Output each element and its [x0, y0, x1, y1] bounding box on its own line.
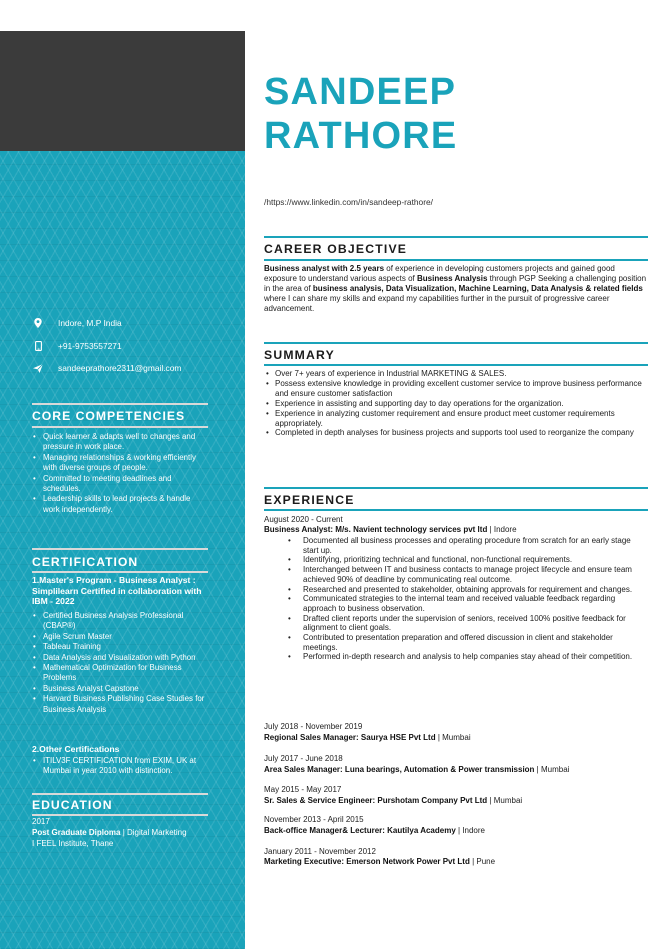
list-item: • Over 7+ years of experience in Industrial MARKETING & SALES. [264, 369, 648, 379]
contact-email [32, 363, 181, 373]
list-item: • Communicated strategies to the internal team and received valuable feedback regarding approach to business observation. [275, 594, 648, 613]
contact-phone-text[interactable]: +91-9753557271 [58, 341, 122, 351]
edu-institute: I FEEL Institute, Thane [32, 839, 114, 848]
list-item: • Researched and presented to stakeholder, obtaining approvals for requirement and changes. [275, 585, 648, 595]
edu-field: Digital Marketing [127, 828, 187, 837]
core-list [32, 432, 208, 515]
list-item: • Performed in-depth research and analysis to help companies stay ahead of their competition. [275, 652, 648, 662]
list-item: • Drafted client reports under the supervision of seniors, received 100% positive feedback for alignment to client goals. [275, 614, 648, 633]
objective-top-rule [264, 236, 648, 238]
job-role: Area Sales Manager: Luna bearings, Automation & Power transmission | Mumbai [264, 765, 570, 774]
job-location: Mumbai [442, 733, 471, 742]
list-item: • Experience in assisting and supporting day to day operations for the organization. [264, 399, 648, 409]
job-dates: November 2013 - April 2015 [264, 815, 364, 824]
experience-heading: EXPERIENCE [264, 493, 355, 507]
edu-bottom-rule [32, 814, 208, 816]
list-item: • Committed to meeting deadlines and schedules. [32, 474, 208, 495]
edu-top-rule [32, 793, 208, 795]
name-first: SANDEEP [264, 71, 457, 113]
location-pin-icon [32, 318, 44, 328]
job-role: Marketing Executive: Emerson Network Power Pvt Ltd | Pune [264, 857, 496, 866]
job-role: Business Analyst: M/s. Navient technology services pvt ltd | Indore [264, 525, 517, 534]
cert-top-rule [32, 548, 208, 550]
summary-bottom-rule [264, 364, 648, 366]
job-title: Sr. Sales & Service Engineer: Purshotam Company Pvt Ltd [264, 796, 488, 805]
job-location: Indore [462, 826, 485, 835]
list-item: • Contributed to presentation preparation and offered discussion in client and stakeholder meetings. [275, 633, 648, 652]
job-dates: July 2018 - November 2019 [264, 722, 363, 731]
job-location: Indore [493, 525, 517, 534]
objective-bold-5: business analysis, Data Visualization, Machine Learning, Data Analysis & related fields [312, 283, 643, 293]
list-item: • Documented all business processes and operating procedure from scratch for an early stage start up. [275, 536, 648, 555]
job-location: Mumbai [493, 796, 523, 805]
job-location: Pune [476, 857, 496, 866]
job-title: Regional Sales Manager: Saurya HSE Pvt Ltd [264, 733, 436, 742]
list-item: • Certified Business Analysis Professional (CBAP®) [32, 611, 208, 632]
list-item: • Harvard Business Publishing Case Studies for Business Analysis [32, 694, 208, 715]
job-dates: July 2017 - June 2018 [264, 754, 343, 763]
edu-year: 2017 [32, 817, 50, 826]
experience-top-rule [264, 487, 648, 489]
list-item: • Leadership skills to lead projects & handle work independently. [32, 494, 208, 515]
cert-heading: CERTIFICATION [32, 555, 139, 569]
edu-heading: EDUCATION [32, 798, 113, 812]
list-item: • Data Analysis and Visualization with Python [32, 653, 208, 663]
job-role: Sr. Sales & Service Engineer: Purshotam Company Pvt Ltd | Mumbai [264, 796, 523, 805]
list-item: • Possess extensive knowledge in providing excellent customer service to improve business performance and ensure customer satisfaction [264, 379, 648, 399]
core-heading: CORE COMPETENCIES [32, 409, 186, 423]
job-bullets [275, 536, 648, 662]
objective-bold-3: Business Analysis [416, 273, 488, 283]
job-title: Area Sales Manager: Luna bearings, Automation & Power transmission [264, 765, 535, 774]
list-item: • Experience in analyzing customer requirement and ensure product meet customer requirements appropriately. [264, 409, 648, 429]
experience-bottom-rule [264, 509, 648, 511]
list-item: • Identifying, prioritizing technical and functional, non-functional requirements. [275, 555, 648, 565]
contact-phone [32, 341, 122, 351]
sidebar-header-block [0, 31, 245, 151]
list-item: • ITILV3F CERTIFICATION from EXIM, UK at Mumbai in year 2010 with distinction. [32, 756, 208, 777]
list-item: • Quick learner & adapts well to changes and pressure in work place. [32, 432, 208, 453]
job-title: Back-office Manager& Lecturer: Kautilya Academy [264, 826, 456, 835]
edu-degree-line: Post Graduate Diploma | Digital Marketing [32, 828, 187, 837]
list-item: • Mathematical Optimization for Business Problems [32, 663, 208, 684]
objective-bold-1: Business analyst with 2.5 years [264, 264, 385, 273]
list-item: • Business Analyst Capstone [32, 684, 208, 694]
job-location: Mumbai [540, 765, 570, 774]
job-title: Marketing Executive: Emerson Network Power Pvt Ltd [264, 857, 470, 866]
contact-email-text[interactable]: sandeeprathore2311@gmail.com [58, 363, 182, 373]
job-title: Business Analyst: M/s. Navient technology services pvt ltd [264, 525, 488, 534]
paper-plane-icon [32, 364, 44, 373]
summary-heading: SUMMARY [264, 348, 335, 362]
job-dates: May 2015 - May 2017 [264, 785, 342, 794]
cert-list-1 [32, 611, 208, 715]
job-dates: August 2020 - Current [264, 515, 343, 524]
core-top-rule [32, 403, 208, 405]
list-item: • Tableau Training [32, 642, 208, 652]
cert-list-2 [32, 756, 208, 777]
cert-bottom-rule [32, 571, 208, 573]
name-last: RATHORE [264, 115, 458, 157]
cert-subheading-2: 2.Other Certifications [32, 744, 120, 754]
mobile-phone-icon [32, 341, 44, 351]
candidate-name [264, 70, 457, 158]
linkedin-link[interactable]: /https://www.linkedin.com/in/sandeep-rathore/ [264, 197, 433, 207]
objective-bottom-rule [264, 259, 648, 261]
job-role: Back-office Manager& Lecturer: Kautilya Academy | Indore [264, 826, 485, 835]
objective-heading: CAREER OBJECTIVE [264, 242, 408, 256]
cert-subheading-1: 1.Master's Program - Business Analyst : Simplilearn Certified in collaboration with IBM - 2022 [32, 575, 202, 606]
summary-list [264, 369, 648, 438]
objective-text-6: where I can share my skills and expand my capabilities further in the pursuit of progressive career advancement. [264, 293, 610, 313]
edu-degree: Post Graduate Diploma [32, 828, 121, 837]
list-item: • Agile Scrum Master [32, 632, 208, 642]
summary-top-rule [264, 342, 648, 344]
contact-location-text: Indore, M.P India [58, 318, 122, 328]
job-role: Regional Sales Manager: Saurya HSE Pvt Ltd | Mumbai [264, 733, 471, 742]
list-item: • Completed in depth analyses for business projects and supports tool used to reorganize the company [264, 428, 648, 438]
list-item: • Managing relationships & working efficiently with diverse groups of people. [32, 453, 208, 474]
objective-text-4: through PGP Seeking a challenging position in the area of [264, 273, 647, 293]
objective-paragraph [264, 264, 648, 314]
contact-location [32, 318, 122, 328]
list-item: • Interchanged between IT and business contacts to manage project lifecycle and ensure team achieved 90% of deadline by communicating real outcome. [275, 565, 648, 584]
job-dates: January 2011 - November 2012 [264, 847, 376, 856]
objective-text-2: of experience in developing customers projects and gained good exposure to understand various aspects of [264, 264, 615, 283]
core-bottom-rule [32, 426, 208, 428]
